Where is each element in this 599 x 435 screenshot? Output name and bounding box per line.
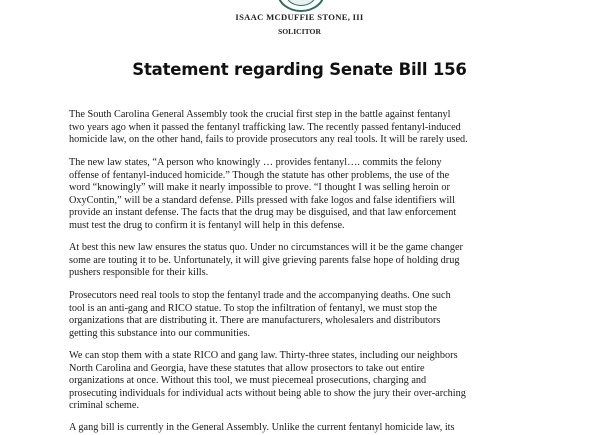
paragraph-line: criminal scheme.	[69, 400, 140, 412]
paragraph-1	[69, 109, 537, 147]
paragraph-line: The new law states, “A person who knowingly … provides fentanyl…. commits the felony	[69, 157, 442, 168]
paragraph-line: tool is an anti-gang and RICO statue. To stop the infiltration of fentanyl, we must stop the	[69, 302, 438, 314]
paragraph-line: OxyContin,” will be a standard defense. Pills pressed with fake logos and false identifiers will	[69, 194, 455, 206]
paragraph-5	[69, 350, 537, 413]
paragraph-line: At best this new law ensures the status quo. Under no circumstances will it be the game changer	[69, 242, 463, 253]
paragraph-line: homicide law, on the other hand, fails to provide prosecutors any real tools. It will be rarely used.	[69, 134, 468, 146]
seal-inner-ring	[285, 0, 317, 6]
paragraph-line: The South Carolina General Assembly took the crucial first step in the battle against fentanyl	[69, 109, 451, 120]
paragraph-3	[69, 242, 537, 280]
paragraph-6	[69, 422, 537, 435]
paragraph-line: organizations that are distributing it. There are manufacturers, wholesalers and distributors	[69, 315, 441, 327]
paragraph-line: two years ago when it passed the fentanyl trafficking law. The recently passed fentanyl-induced	[69, 121, 461, 133]
paragraph-4	[69, 290, 537, 340]
paragraph-line: offense of fentanyl-induced homicide.” Though the statute has other problems, the use of the	[69, 169, 450, 181]
statement-title: Statement regarding Senate Bill 156	[132, 60, 467, 79]
paragraph-line: word “knowingly” will make it nearly impossible to prove. “I thought I was selling heroin or	[69, 182, 450, 194]
paragraph-line: Prosecutors need real tools to stop the fentanyl trade and the accompanying deaths. One such	[69, 290, 451, 301]
paragraph-line: provide an instant defense. The facts that the drug may be disguised, and that law enforcement	[69, 207, 457, 219]
paragraph-line: must test the drug to confirm it is fentanyl will help in this defense.	[69, 219, 345, 231]
paragraph-line: North Carolina and Georgia, have these statutes that allow prosectors to take out entire	[69, 362, 425, 374]
paragraph-line: getting this substance into our communities.	[69, 327, 251, 339]
paragraph-line: some are touting it to be. Unfortunately, it will give grieving parents false hope of holding drug	[69, 254, 460, 266]
paragraph-2	[69, 157, 537, 233]
paragraph-line: organizations at once. Without this tool, we must piecemeal prosecutions, charging and	[69, 375, 427, 387]
paragraph-line: pushers responsible for their kills.	[69, 267, 209, 279]
solicitor-seal-icon	[277, 0, 325, 12]
paragraph-line: prosecuting individuals for individual acts without being able to show the jury their over-arching	[69, 387, 466, 399]
paragraph-line: We can stop them with a state RICO and gang law. Thirty-three states, including our neighbors	[69, 350, 458, 361]
solicitor-title: SOLICITOR	[278, 27, 321, 36]
solicitor-name: ISAAC MCDUFFIE STONE, III	[235, 12, 364, 22]
paragraph-line: A gang bill is currently in the General Assembly. Unlike the current fentanyl homicide law, its	[69, 422, 455, 433]
